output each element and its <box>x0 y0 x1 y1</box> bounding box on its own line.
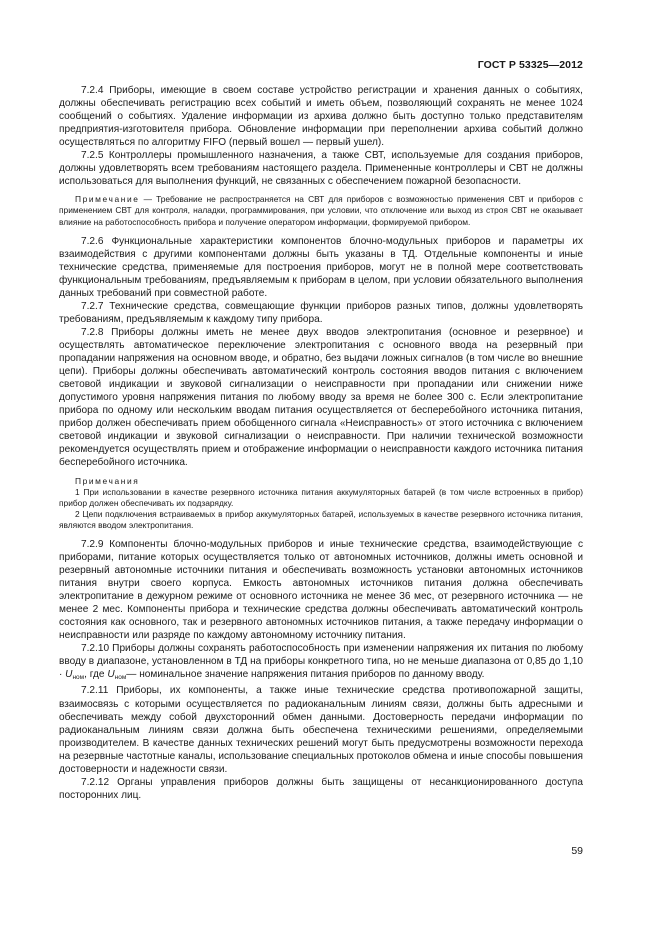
page-number: 59 <box>571 845 583 857</box>
paragraph-7-2-11: 7.2.11 Приборы, их компоненты, а также иные технические средства противопожарной защиты, взаимосвязь с которыми осуществляется по радиоканальным линиям связи, должны быть адресными и обеспечивать между собой двухсторонний обмен данными. Достоверность передачи информации по радиоканальным линиям связи должна быть обеспечена техническими решениями, определяемыми производителем. В качестве данных технических решений могут быть предусмотрены возможности перехода на резервные частотные каналы, использование специальных протоколов обмена и иные способы повышения достоверности и надежности связи. <box>59 685 583 775</box>
p-7-2-10-part-c: — номинальное значение напряжения питания приборов по данному вводу. <box>126 669 485 681</box>
notes-title: Примечания <box>75 475 140 486</box>
paragraph-7-2-5: 7.2.5 Контроллеры промышленного назначения, а также СВТ, используемые для создания приборов, должны удовлетворять всем требованиям настоящего раздела. Примененные контроллеры и СВТ не должны использоваться для выполнения функций, не связанных с обеспечением пожарной безопасности. <box>59 150 583 188</box>
note-7-2-5 <box>59 194 583 227</box>
voltage-symbol: U <box>107 669 115 681</box>
note-2: 2 Цепи подключения встраиваемых в прибор аккумуляторных батарей, используемых в качестве резервного источника питания, являются вводом электропитания. <box>59 508 583 530</box>
paragraph-7-2-4: 7.2.4 Приборы, имеющие в своем составе устройство регистрации и хранения данных о событиях, должны обеспечивать регистрацию всех событий и иметь объем, позволяющий сохранять не менее 1024 сообщений о событиях. Удаление информации из архива должно быть доступно только представителям предприятия-изготовителя прибора. Обновление информации при переполнении архива событий должно осуществляться по алгоритму FIFO (первый вошел — первый ушел). <box>59 85 583 149</box>
paragraph-7-2-10 <box>59 642 583 684</box>
note-label: Примечание <box>75 194 140 205</box>
voltage-subscript: ном <box>114 674 127 682</box>
paragraph-7-2-12: 7.2.12 Органы управления приборов должны быть защищены от несанкционированного доступа посторонних лиц. <box>59 776 583 801</box>
paragraph-7-2-6: 7.2.6 Функциональные характеристики компонентов блочно-модульных приборов и параметры их взаимодействия с другими компонентами должны быть указаны в ТД. Отдельные компоненты и иные технические средства, применяемые для построения приборов, могут не в полной мере соответствовать функциональным требованиям, предъявляемым к приборам в целом, при условии обязательного выполнения данных требований при совместной работе. <box>59 235 583 299</box>
paragraph-7-2-9: 7.2.9 Компоненты блочно-модульных приборов и иные технические средства, взаимодействующие с приборами, питание которых осуществляется только от автономных источников, должны иметь основной и резервный автономные источники питания и обеспечивать возможность установки автономных источников питания внутри своего корпуса. Емкость автономных источников питания должна обеспечивать электропитание в дежурном режиме от основного источника не менее 36 мес, от резервного источника — не менее 2 мес. Компоненты прибора и технические средства должны обеспечивать автоматический контроль состояния как основного, так и резервного автономных источников питания, а также передачу информации о неисправности или разряде по каждому автономному источнику питания. <box>59 538 583 642</box>
paragraph-7-2-8: 7.2.8 Приборы должны иметь не менее двух вводов электропитания (основное и резервное) и осуществлять автоматическое переключение электропитания с основного ввода на резервный при пропадании напряжения на основном вводе, и обратно, без выдачи ложных сигналов (в том числе во внешние цепи). Приборы должны обеспечивать автоматический контроль состояния вводов питания с включением световой индикации и звуковой сигнализации о неисправности при пропадании или снижении ниже допустимого уровня напряжения питания по любому вводу за время не более 300 с. Если электропитание прибора по одному или нескольким вводам питания осуществляется от бесперебойного источника питания, прибор должен обеспечивать прием обобщенного сигнала «Неисправность» от этого источника с включением световой индикации и звуковой сигнализации о неисправности. При наличии технической возможности рекомендуется осуществлять прием и отображение информации о неисправности каждого источника питания бесперебойного источника. <box>59 326 583 469</box>
p-7-2-10-part-b: , где <box>84 669 108 681</box>
paragraph-7-2-7: 7.2.7 Технические средства, совмещающие функции приборов разных типов, должны удовлетворять требованиям, предъявляемым к каждому типу прибора. <box>59 300 583 325</box>
document-body <box>59 84 583 802</box>
voltage-subscript: ном <box>72 674 85 682</box>
document-header: ГОСТ Р 53325—2012 <box>477 59 583 71</box>
note-text: — Требование не распространяется на СВТ для приборов с возможностью применения СВТ и приборов с применением СВТ для контроля, наладки, программирования, при условии, что отключение или выход из строя СВТ не оказывает влияние на работоспособность прибора и получение оператором информации, формируемой прибором. <box>59 194 583 227</box>
p-7-2-10-part-a: 7.2.10 Приборы должны сохранять работоспособность при изменении напряжения их питания по любому вводу в диапазоне, установленном в ТД на приборы конкретного типа, но не меньше диапазона от 0,85 до 1,10 · <box>59 643 583 681</box>
note-1: 1 При использовании в качестве резервного источника питания аккумуляторных батарей (в том числе встроенных в прибор) прибор должен обеспечивать их подзарядку. <box>59 486 583 508</box>
voltage-symbol: U <box>65 669 73 681</box>
